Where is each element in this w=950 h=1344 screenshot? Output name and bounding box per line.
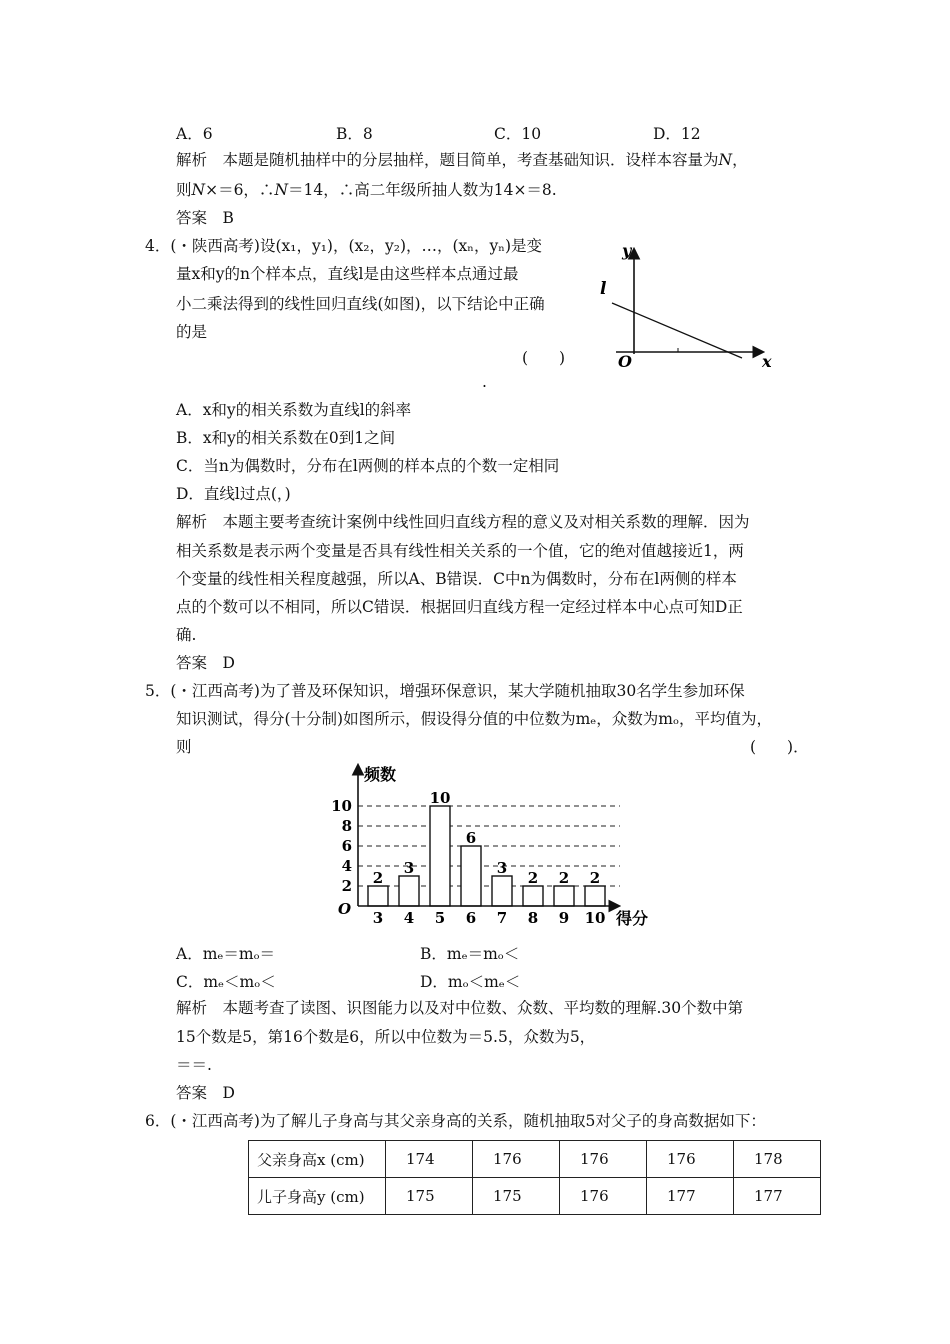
chart-bar <box>399 876 419 906</box>
q4-stray-dot: . <box>482 373 487 391</box>
q3-option-b: B．8 <box>336 125 373 143</box>
table-row-label: 儿子身高y (cm) <box>249 1178 386 1215</box>
height-data-table <box>248 1140 821 1215</box>
score-frequency-chart <box>320 760 660 935</box>
q4-stem-line2: 量x和y的n个样本点，直线l是由这些样本点通过最 <box>176 265 519 283</box>
q4-analysis-line5: 确. <box>176 626 197 644</box>
q3-option-c: C．10 <box>494 125 542 143</box>
q4-option-d: D．直线l过点(，) <box>176 485 291 503</box>
chart-bar <box>523 886 543 906</box>
q3-option-d: D．12 <box>653 125 701 143</box>
chart-data-label: 10 <box>429 789 451 807</box>
chart-data-label: 2 <box>589 869 601 887</box>
q5-answer: 答案 D <box>176 1084 235 1102</box>
table-cell: 178 <box>734 1141 821 1178</box>
chart-y-tick-label: 2 <box>341 877 352 895</box>
q5-stem-line1: 5．(・江西高考)为了普及环保知识，增强环保意识，某大学随机抽取30名学生参加环保 <box>145 682 745 700</box>
q5-option-d: D．mₒ＜mₑ＜ <box>420 973 521 991</box>
chart-x-tick-label: 8 <box>527 909 539 927</box>
q4-option-b: B．x和y的相关系数在0到1之间 <box>176 429 396 447</box>
figure-regression-line <box>612 303 742 358</box>
chart-data-label: 6 <box>465 829 477 847</box>
q5-analysis-line2: 15个数是5，第16个数是6，所以中位数为＝5.5，众数为5， <box>176 1028 596 1046</box>
chart-x-label: 得分 <box>616 909 649 928</box>
chart-x-tick-label: 9 <box>558 909 570 927</box>
q5-answer-paren: ( )． <box>750 738 809 756</box>
q5-option-b: B．mₑ＝mₒ＜ <box>420 945 520 963</box>
q5-stem-line2: 知识测试，得分(十分制)如图所示，假设得分值的中位数为mₑ，众数为mₒ，平均值为， <box>176 710 772 728</box>
chart-y-tick-label: 8 <box>341 817 352 835</box>
figure-x-label: x <box>762 352 772 371</box>
q4-stem-line1: 4．(・陕西高考)设(x₁，y₁)，(x₂，y₂)，…，(xₙ，yₙ)是变 <box>145 237 542 255</box>
table-row <box>249 1141 821 1178</box>
table-row-label: 父亲身高x (cm) <box>249 1141 386 1178</box>
q5-option-a: A．mₑ＝mₒ＝ <box>176 945 276 963</box>
chart-data-label: 3 <box>403 859 415 877</box>
chart-bar <box>585 886 605 906</box>
table-cell: 176 <box>647 1141 734 1178</box>
table-cell: 176 <box>560 1178 647 1215</box>
chart-y-label: 频数 <box>364 765 397 784</box>
chart-x-tick-label: 4 <box>403 909 415 927</box>
table-cell: 176 <box>473 1141 560 1178</box>
chart-y-tick-label: 10 <box>331 797 352 815</box>
chart-bar <box>430 806 450 906</box>
chart-bar <box>554 886 574 906</box>
chart-data-label: 2 <box>527 869 539 887</box>
chart-bar <box>492 876 512 906</box>
table-cell: 175 <box>473 1178 560 1215</box>
q4-stem-line4: 的是 <box>176 323 208 341</box>
figure-l-label: l <box>600 279 607 299</box>
regression-line-figure <box>598 236 788 376</box>
table-cell: 175 <box>386 1178 473 1215</box>
q4-option-a: A．x和y的相关系数为直线l的斜率 <box>176 401 412 419</box>
q4-answer: 答案 D <box>176 654 235 672</box>
chart-y-tick-label: 4 <box>341 857 352 875</box>
chart-x-tick-label: 3 <box>372 909 384 927</box>
figure-origin-label: O <box>618 352 632 371</box>
chart-x-tick-label: 7 <box>496 909 508 927</box>
q6-stem-line1: 6．(・江西高考)为了解儿子身高与其父亲身高的关系，随机抽取5对父子的身高数据如下： <box>145 1112 766 1130</box>
chart-x-tick-label: 5 <box>434 909 446 927</box>
chart-bar <box>368 886 388 906</box>
table-cell: 177 <box>647 1178 734 1215</box>
q5-analysis-line3: ＝＝. <box>176 1056 212 1074</box>
table-cell: 177 <box>734 1178 821 1215</box>
chart-bar <box>461 846 481 906</box>
table-row <box>249 1178 821 1215</box>
chart-data-label: 3 <box>496 859 508 877</box>
q5-option-c: C．mₑ＜mₒ＜ <box>176 973 276 991</box>
q5-stem-line3: 则 <box>176 738 192 756</box>
chart-x-tick-label: 10 <box>584 909 606 927</box>
chart-x-tick-label: 6 <box>465 909 477 927</box>
table-cell: 176 <box>560 1141 647 1178</box>
chart-data-label: 2 <box>372 869 384 887</box>
q4-analysis-line4: 点的个数可以不相同，所以C错误．根据回归直线方程一定经过样本中心点可知D正 <box>176 598 743 616</box>
q4-analysis-line2: 相关系数是表示两个变量是否具有线性相关关系的一个值，它的绝对值越接近1，两 <box>176 542 744 560</box>
q3-answer: 答案 B <box>176 209 234 227</box>
q4-analysis-line3: 个变量的线性相关程度越强，所以A、B错误．C中n为偶数时，分布在l两侧的样本 <box>176 570 737 588</box>
q3-analysis-line1: 解析 本题是随机抽样中的分层抽样，题目简单，考查基础知识．设样本容量为N， <box>176 151 748 169</box>
table-cell: 174 <box>386 1141 473 1178</box>
figure-y-label: y <box>622 241 632 260</box>
q5-analysis-line1: 解析 本题考查了读图、识图能力以及对中位数、众数、平均数的理解.30个数中第 <box>176 999 744 1017</box>
q3-analysis-line2: 则N×＝6，∴N＝14，∴高二年级所抽人数为14×＝8. <box>176 181 557 199</box>
q4-answer-paren: ( ) <box>522 349 566 367</box>
chart-data-label: 2 <box>558 869 570 887</box>
chart-origin-label: O <box>338 900 352 918</box>
q4-stem-line3: 小二乘法得到的线性回归直线(如图)，以下结论中正确 <box>176 295 545 313</box>
chart-y-tick-label: 6 <box>341 837 352 855</box>
q3-option-a: A．6 <box>176 125 213 143</box>
q4-option-c: C．当n为偶数时，分布在l两侧的样本点的个数一定相同 <box>176 457 560 475</box>
q4-analysis-line1: 解析 本题主要考查统计案例中线性回归直线方程的意义及对相关系数的理解．因为 <box>176 513 750 531</box>
